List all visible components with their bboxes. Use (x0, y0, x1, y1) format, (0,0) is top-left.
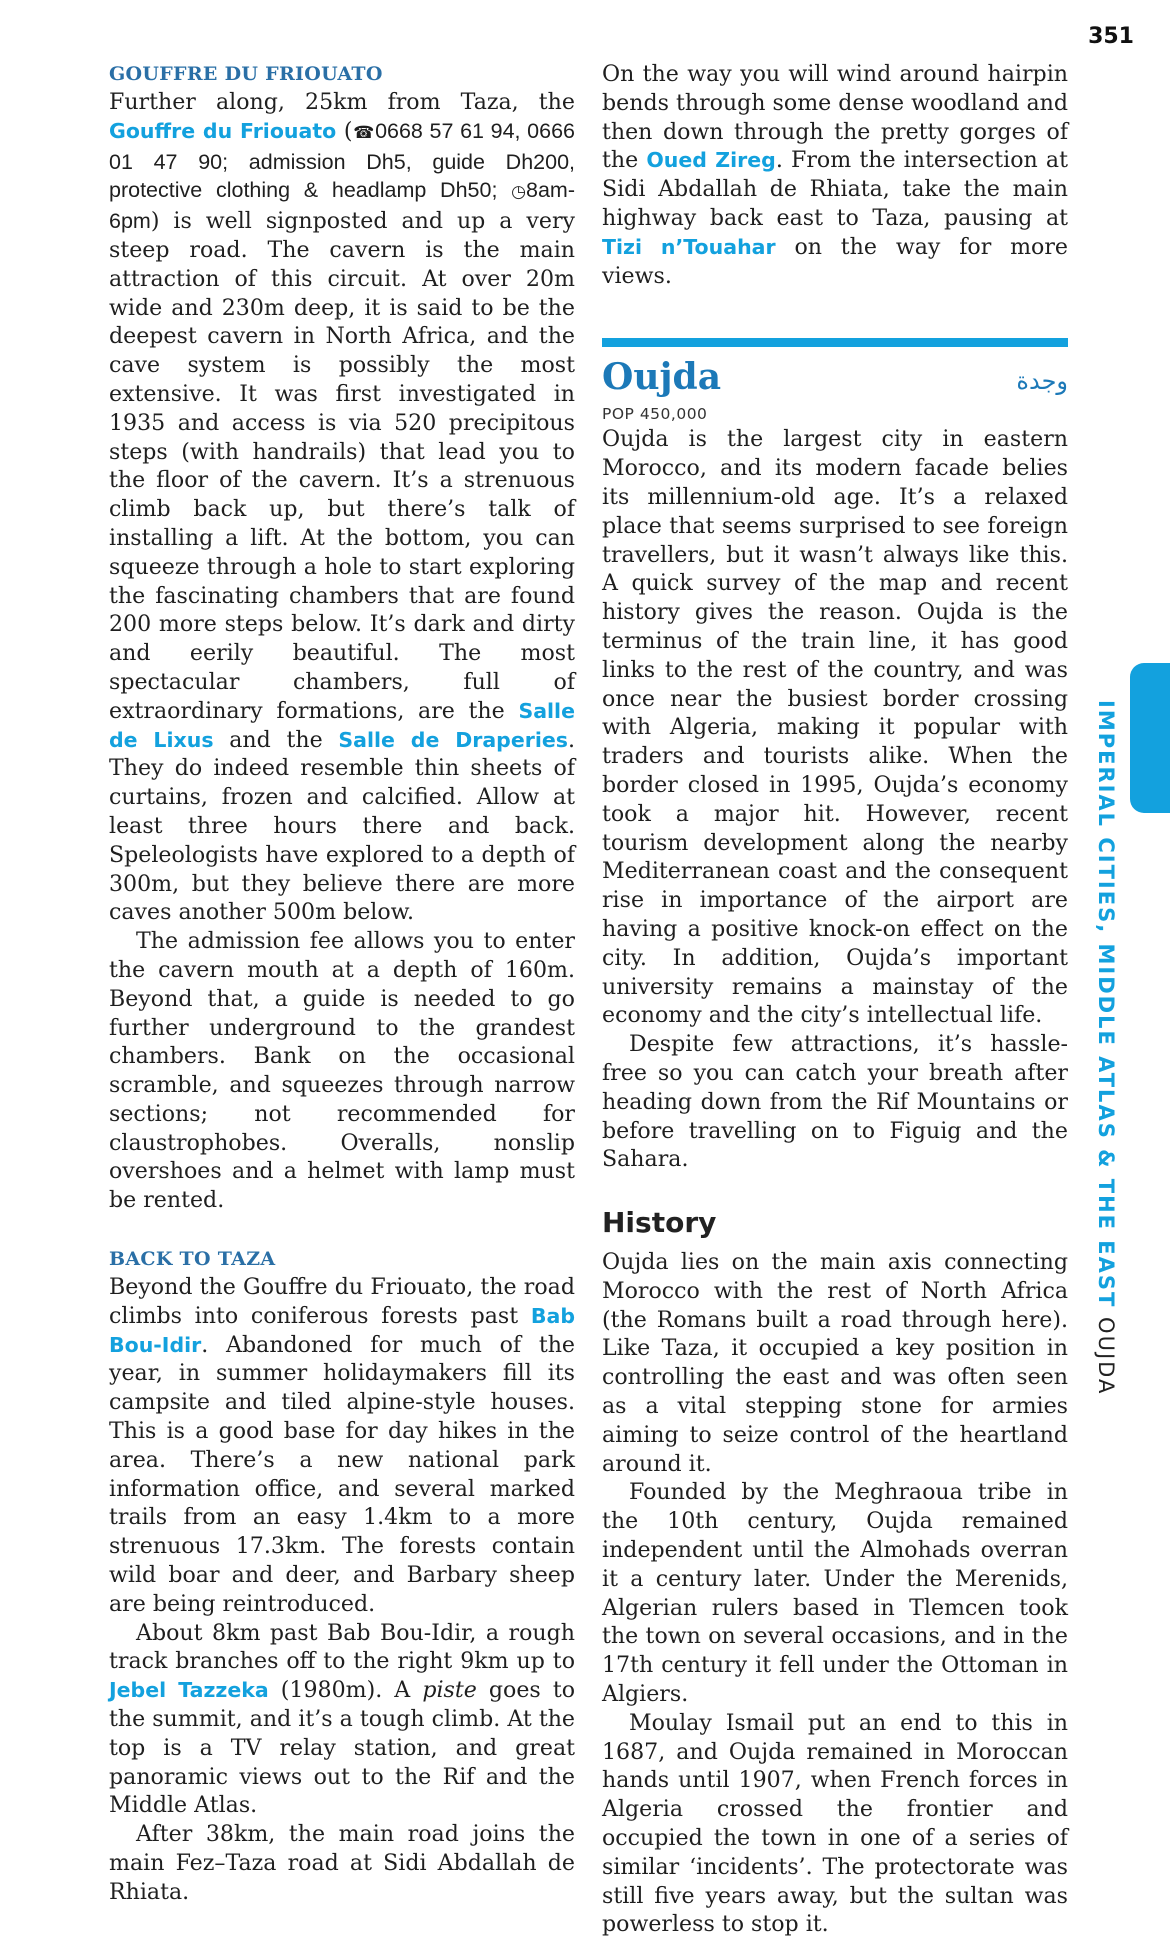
side-section-title[interactable]: IMPERIAL CITIES, MIDDLE ATLAS & THE EAST (1094, 700, 1118, 1309)
highlight-tizi-n-touahar[interactable]: Tizi n’Touahar (602, 234, 776, 259)
highlight-bab-bou-idir[interactable]: Bab Bou-Idir (109, 1303, 575, 1357)
gouffre-details: 0668 57 61 94, 0666 01 47 90; admission Dh5, guide Dh200, protective clothing & headlamp Dh50; (109, 118, 575, 203)
gouffre-paragraph-2: The admission fee allows you to enter the cavern mouth at a depth of 160m. Beyond that, a guide is needed to go further underground to the grandest chambers. Bank on the occasional scramble, and squeezes through narrow sections; not recommended for claustrophobes. Overalls, nonslip overshoes and a helmet with lamp must be rented. (109, 928, 575, 1214)
oujda-paragraph-1: Oujda is the largest city in eastern Morocco, and its modern facade belies its millennium-old age. It’s a relaxed place that seems surprised to see foreign travellers, but it wasn’t always like this. A quick survey of the map and recent history gives the reason. Oujda is the terminus of the train line, it has good links to the rest of the country, and was once near the busiest border crossing with Algeria, making it popular with traders and tourists alike. When the border closed in 1995, Oujda’s economy took a major hit. However, recent tourism development along the nearby Mediterranean coast and the consequent rise in importance of the airport are having a positive knock-on effect on the city. In addition, Oujda’s important university remains a mainstay of the economy and the city’s intellectual life. (602, 426, 1068, 1029)
right-column (602, 60, 1068, 1939)
history-paragraph-2: Founded by the Meghraoua tribe in the 10th century, Oujda remained independent until the Almohads overran it a century later. Under the Merenids, Algerian rulers based in Tlemcen took the town on several occasions, and in the 17th century it fell under the Ottoman in Algiers. (602, 1479, 1068, 1708)
side-chapter-title[interactable]: OUJDA (1094, 1317, 1118, 1396)
clock-icon: ◷ (511, 182, 527, 203)
oujda-paragraph-2: Despite few attractions, it’s hassle-free so you can catch your breath after heading down from the Rif Mountains or before travelling on to Figuig and the Sahara. (602, 1031, 1068, 1173)
highlight-jebel-tazzeka[interactable]: Jebel Tazzeka (109, 1678, 269, 1703)
population: POP 450,000 (602, 405, 708, 424)
page-number: 351 (1088, 24, 1134, 49)
side-navigation (1082, 700, 1130, 1396)
section-heading-gouffre: GOUFFRE DU FRIOUATO (109, 63, 383, 85)
taza-paragraph-2: About 8km past Bab Bou-Idir, a rough track branches off to the right 9km up to Jebel Tazzeka (1980m). A piste goes to the summit, and it’s a tough climb. At the top is a TV relay station, and great panoramic views out to the Rif and the Middle Atlas. (109, 1619, 576, 1819)
taza-paragraph-3: After 38km, the main road joins the main Fez–Taza road at Sidi Abdallah de Rhiata. (109, 1821, 575, 1905)
city-header (602, 353, 1068, 401)
phone-icon: ☎ (352, 122, 376, 143)
history-paragraph-3: Moulay Ismail put an end to this in 1687, and Oujda remained in Moroccan hands until 1907, when French forces in Algeria crossed the frontier and occupied the town in one of a series of similar ‘incidents’. The protectorate was still five years away, but the sultan was powerless to stop it. (602, 1709, 1068, 1938)
history-paragraph-1: Oujda lies on the main axis connecting Morocco with the rest of North Africa (the Romans built a road through here). Like Taza, it occupied a key position in controlling the east and was often seen as a vital stepping stone for armies aiming to seize control of the heartland around it. (602, 1249, 1068, 1477)
history-heading: History (602, 1206, 717, 1240)
city-arabic-name: وجدة (1016, 367, 1068, 396)
taza-paragraph-1: Beyond the Gouffre du Friouato, the road climbs into coniferous forests past Bab Bou-Idir. Abandoned for much of the year, in summer holidaymakers fill its campsite and tiled alpine-style houses. This is a good base for day hikes in the area. There’s a new national park information office, and several marked trails from an easy 1.4km to a more strenuous 17.3km. The forests contain wild boar and deer, and Barbary sheep are being reintroduced. (109, 1274, 575, 1617)
gouffre-hours: 8am-6pm (109, 178, 575, 234)
left-column (109, 60, 575, 1907)
gouffre-paragraph-1: Further along, 25km from Taza, the Gouffre du Friouato (☎0668 57 61 94, 0666 01 47 90; admission Dh5, guide Dh200, protective clothing & headlamp Dh50; ◷8am-6pm) is well signposted and up a very steep road. The cavern is the main attraction of this circuit. At over 20m wide and 230m deep, it is said to be the deepest cavern in North Africa, and the cave system is possibly the most extensive. It was first investigated in 1935 and access is via 520 precipitous steps (with handrails) that lead you to the floor of the cavern. It’s a strenuous climb back up, but there’s talk of installing a lift. At the bottom, you can squeeze through a hole to start exploring the fascinating chambers that are found 200 more steps below. It’s dark and dirty and eerily beautiful. The most spectacular chambers, full of extraordinary formations, are the Salle de Lixus and the Salle de Draperies. They do indeed resemble thin sheets of curtains, frozen and calcified. Allow at least three hours there and back. Speleologists have explored to a depth of 300m, but they believe there are more caves another 500m below. (109, 89, 576, 926)
highlight-salle-de-lixus[interactable]: Salle de Lixus (109, 698, 575, 752)
city-divider (602, 338, 1068, 347)
highlight-gouffre-du-friouato[interactable]: Gouffre du Friouato (109, 118, 337, 143)
highlight-salle-de-draperies[interactable]: Salle de Draperies (338, 727, 568, 752)
intro-paragraph: On the way you will wind around hairpin bends through some dense woodland and then down through the pretty gorges of the Oued Zireg. From the intersection at Sidi Abdallah de Rhiata, take the main highway back east to Taza, pausing at Tizi n’Touahar on the way for more views. (602, 61, 1068, 289)
section-heading-back-to-taza: BACK TO TAZA (109, 1248, 276, 1271)
side-tab (1130, 663, 1170, 813)
highlight-oued-zireg[interactable]: Oued Zireg (646, 148, 776, 173)
city-title: Oujda (602, 356, 722, 399)
